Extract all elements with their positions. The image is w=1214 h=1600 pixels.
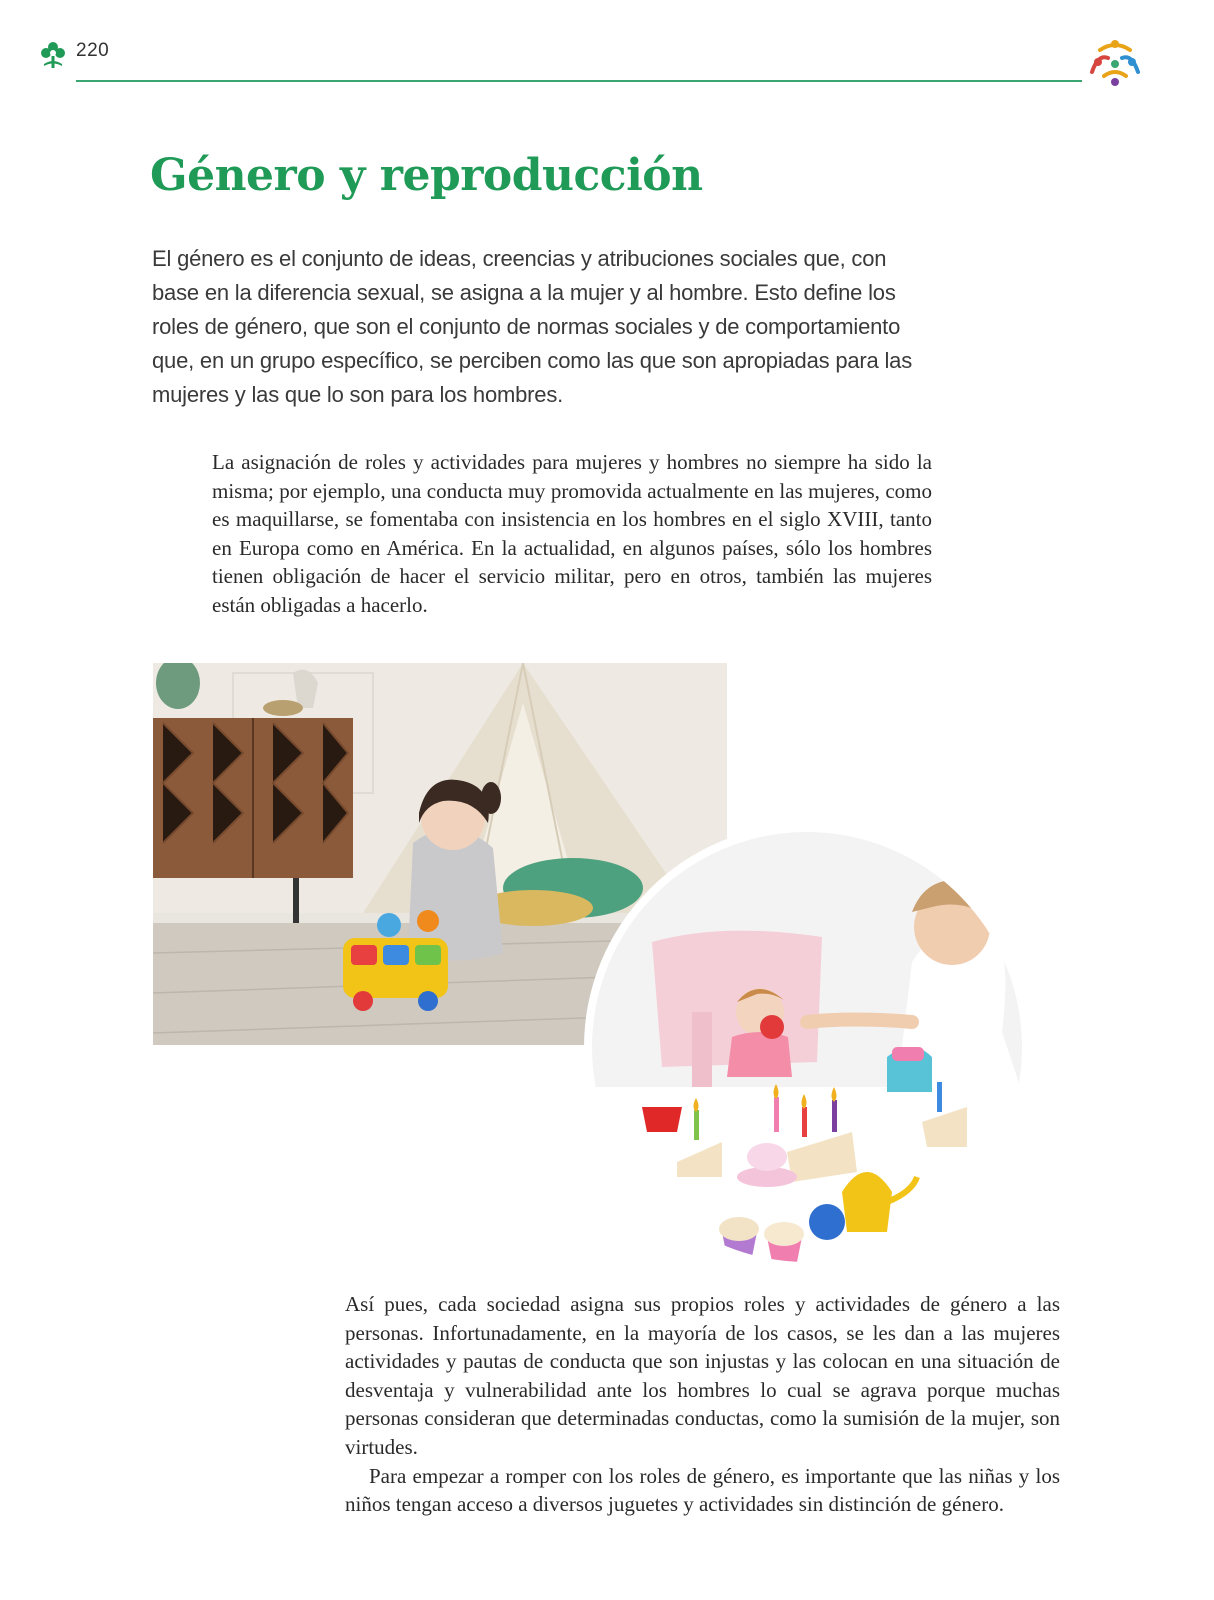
closing-paragraph-1: Así pues, cada sociedad asigna sus propios roles y actividades de género a las personas. Infortunadamente, en la mayoría de los casos, se les dan a las mujeres actividades y pautas de conducta que son injustas y las colocan en una situación de desventaja y vulnerabilidad ante los hombres lo cual se agrava porque muchas personas consideran que determinadas conductas, como la sumisión de la mujer, son virtudes. — [345, 1292, 1060, 1459]
closing-text — [345, 1290, 1060, 1519]
flower-icon — [40, 40, 66, 70]
closing-paragraph-2: Para empezar a romper con los roles de género, es importante que las niñas y los niños tengan acceso a diversos juguetes y actividades sin distinción de género. — [345, 1463, 1060, 1517]
quote-paragraph: La asignación de roles y actividades para mujeres y hombres no siempre ha sido la misma; por ejemplo, una conducta muy promovida actualmente en las mujeres, como es maquillarse, se fomentaba con insistencia en los hombres en el siglo XVIII, tanto en Europa como en América. En la actualidad, en algunos países, sólo los hombres tienen obligación de hacer el servicio militar, pero en otros, también las mujeres están obligadas a hacerlo. — [212, 450, 932, 617]
page-title: Género y reproducción — [150, 150, 703, 201]
boy-tea-party-photo — [592, 832, 1022, 1262]
intro-paragraph: El género es el conjunto de ideas, creencias y atribuciones sociales que, con base en la diferencia sexual, se asigna a la mujer y al hombre. Esto define los roles de género, que son el conjunto de normas sociales y de comportamiento que, en un grupo específico, se perciben como las que son apropiadas para las mujeres y las que lo son para los hombres. — [152, 246, 912, 407]
colorful-figures-logo-icon — [1086, 32, 1144, 88]
page-number: 220 — [76, 40, 110, 61]
header-rule — [76, 80, 1082, 82]
